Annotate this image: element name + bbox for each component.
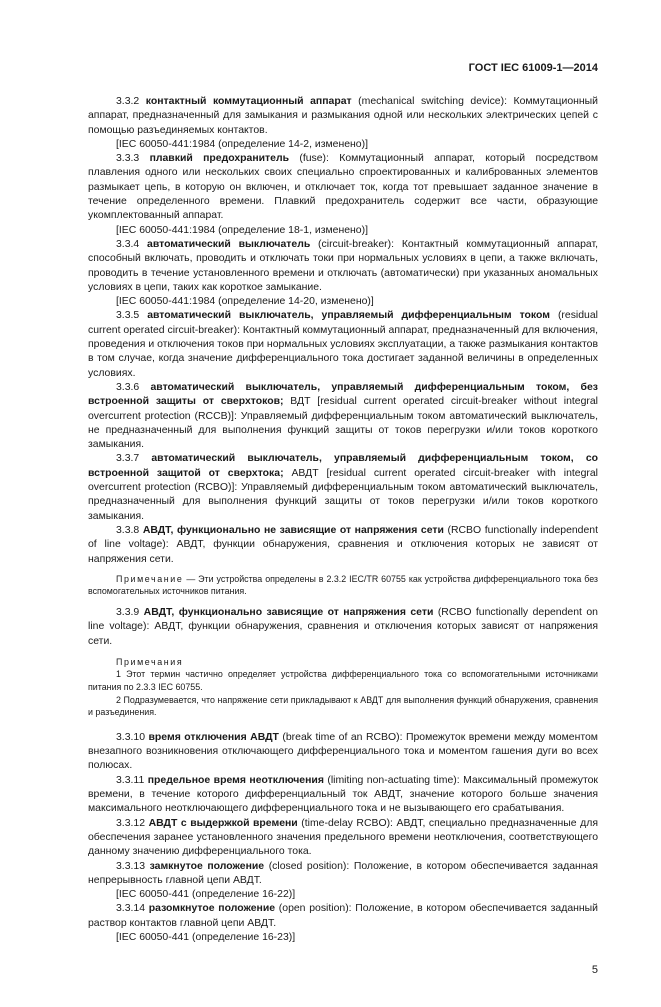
definition-3-3-7 [88,452,598,523]
definition-text: АВДТ [residual current operated circuit-breaker with integral overcurrent protection (RCBO)]: Управляемый дифференциальным током автоматический выключатель, предназначенный для выполнения функций защиты от токов перегрузки и/или токов короткого замыкания. [88,467,598,522]
reference: [IEC 60050-441:1984 (определение 14-20, изменено)] [116,296,374,308]
definition-3-3-8 [88,524,598,567]
definition-text: (fuse): Коммутационный аппарат, который посредством плавления одного или нескольких своих специально спроектированных и калиброванных элементов размыкает цепь, в которую он включен, и отключает ток, когда тот превышает заданное значение в течение определенного времени. Плавкий предохранитель содержит все части, образующие укомплектованный аппарат. [88,153,599,222]
definition-3-3-4 [88,238,598,295]
reference: [IEC 60050-441:1984 (определение 14-2, изменено)] [116,138,368,150]
definition-text: (RCBO functionally dependent on line voltage): АВДТ, функции обнаружения, сравнения и отключения которых зависят от напряжения сети. [88,606,598,647]
term-number: 3.3.5 [116,310,140,322]
term: разомкнутое положение [148,903,276,915]
note-item: 2 Подразумевается, что напряжение сети прикладывают к АВДТ для выполнения функций обнаружения, сравнения и разъединения. [88,694,598,718]
note-item: 1 Этот термин частично определяет устройства дифференциального тока со вспомогательными источниками питания по 2.3.3 IEC 60755. [88,669,598,693]
page-number: 5 [591,964,598,977]
term: замкнутое положение [149,860,265,872]
definition-text: (open position): Положение, в котором обеспечивается заданный раствор контактов главной цепи АВДТ. [88,903,598,929]
definition-text: (mechanical switching device): Коммутационный аппарат, предназначенный для замыкания и размыкания одной или нескольких электрических цепей с помощью разъединяемых контактов. [88,96,599,136]
definition-3-3-3 [88,152,598,223]
document-body [88,95,598,945]
definition-text: (residual current operated circuit-breaker): Контактный коммутационный аппарат, предназначенный для включения, проведения и отключения токов при нормальных условиях эксплуатации, а также размыкания контактов в том случае, когда значение дифференциального тока достигает заданной величины в определенных условиях. [88,310,598,379]
definition-3-3-5 [88,309,598,380]
term: автоматический выключатель, управляемый дифференциальным током [147,310,550,322]
definition-3-3-9 [88,606,598,649]
term: предельное время неотключения [147,774,324,786]
term-number: 3.3.11 [116,774,145,786]
term: контактный коммутационный аппарат [145,96,352,107]
definition-text: (RCBO functionally independent of line voltage): АВДТ, функции обнаружения, сравнения и отключения которых не зависят от напряжения сети. [88,524,598,565]
note-label: Примечание [116,573,184,584]
reference: [IEC 60050-441 (определение 16-23)] [116,932,296,943]
document-code-header: ГОСТ IEC 61009-1—2014 [468,62,598,74]
definition-3-3-14 [88,902,598,931]
definition-3-3-12 [88,817,598,860]
definition-text: (break time of an RCBO): Промежуток времени между моментом внезапного возникновения отключающего дифференциального тока и моментом гашения дуги во всех полюсах. [88,731,598,772]
term-number: 3.3.13 [116,860,146,872]
term-number: 3.3.10 [116,731,146,743]
reference: [IEC 60050-441 (определение 16-22)] [116,889,296,901]
definition-text: ВДТ [residual current operated circuit-breaker without integral overcurrent protection (RCCB)]: Управляемый дифференциальным током автоматический выключатель, не предназначенный для выполнения функций защиты от токов перегрузки и/или токов короткого замыкания. [88,396,599,451]
term: АВДТ, функционально не зависящие от напряжения сети [142,524,444,536]
term-number: 3.3.4 [116,238,140,250]
term: плавкий предохранитель [149,153,290,165]
term-number: 3.3.14 [116,903,146,915]
note-text: — Эти устройства определены в 2.3.2 IEC/TR 60755 как устройства дифференциального тока без вспомогательных источников питания. [88,573,598,597]
notes-3-3-9 [88,656,598,719]
definition-3-3-2 [88,95,598,138]
term: АВДТ, функционально зависящие от напряжения сети [143,606,434,618]
definition-3-3-11 [88,774,598,817]
definition-3-3-6 [88,381,598,452]
note-3-3-8 [88,573,598,598]
term-number: 3.3.2 [116,96,140,107]
term: автоматический выключатель, управляемый дифференциальным током, со встроенной защитой от сверхтока; [88,453,599,479]
term-number: 3.3.6 [116,381,140,393]
definition-text: (time-delay RCBO): АВДТ, специально предназначенные для обеспечения заранее установленного значения предельного времени неотключения, соответствующего данному значению дифференциального тока. [88,817,598,858]
definition-text: (limiting non-actuating time): Максимальный промежуток времени, в течение которого дифференциальный ток АВДТ, значение которого больше значения максимального неотключающего дифференциального тока и не вызывающего его срабатывания. [88,774,598,815]
term-number: 3.3.7 [116,453,140,465]
term-number: 3.3.9 [116,606,140,618]
term: АВДТ с выдержкой времени [148,817,298,829]
reference: [IEC 60050-441:1984 (определение 18-1, изменено)] [116,224,368,236]
term: автоматический выключатель, управляемый дифференциальным током, без встроенной защиты от сверхтоков; [88,381,598,408]
term: автоматический выключатель [147,238,311,250]
definition-text: (circuit-breaker): Контактный коммутационный аппарат, способный включать, проводить и отключать токи при нормальных условиях в цепи, а также включать, проводить в течение установленного времени и отключать (автоматически) при указанных аномальных условиях в цепи, таких как короткое замыкание. [88,238,599,293]
notes-title: Примечания [116,656,184,667]
term: время отключения АВДТ [148,731,279,743]
definition-3-3-13 [88,860,598,889]
term-number: 3.3.8 [116,524,140,536]
definition-3-3-10 [88,731,598,774]
term-number: 3.3.12 [116,817,146,829]
definition-text: (closed position): Положение, в котором обеспечивается заданная непрерывность главной цепи АВДТ. [88,860,598,886]
term-number: 3.3.3 [116,153,140,165]
